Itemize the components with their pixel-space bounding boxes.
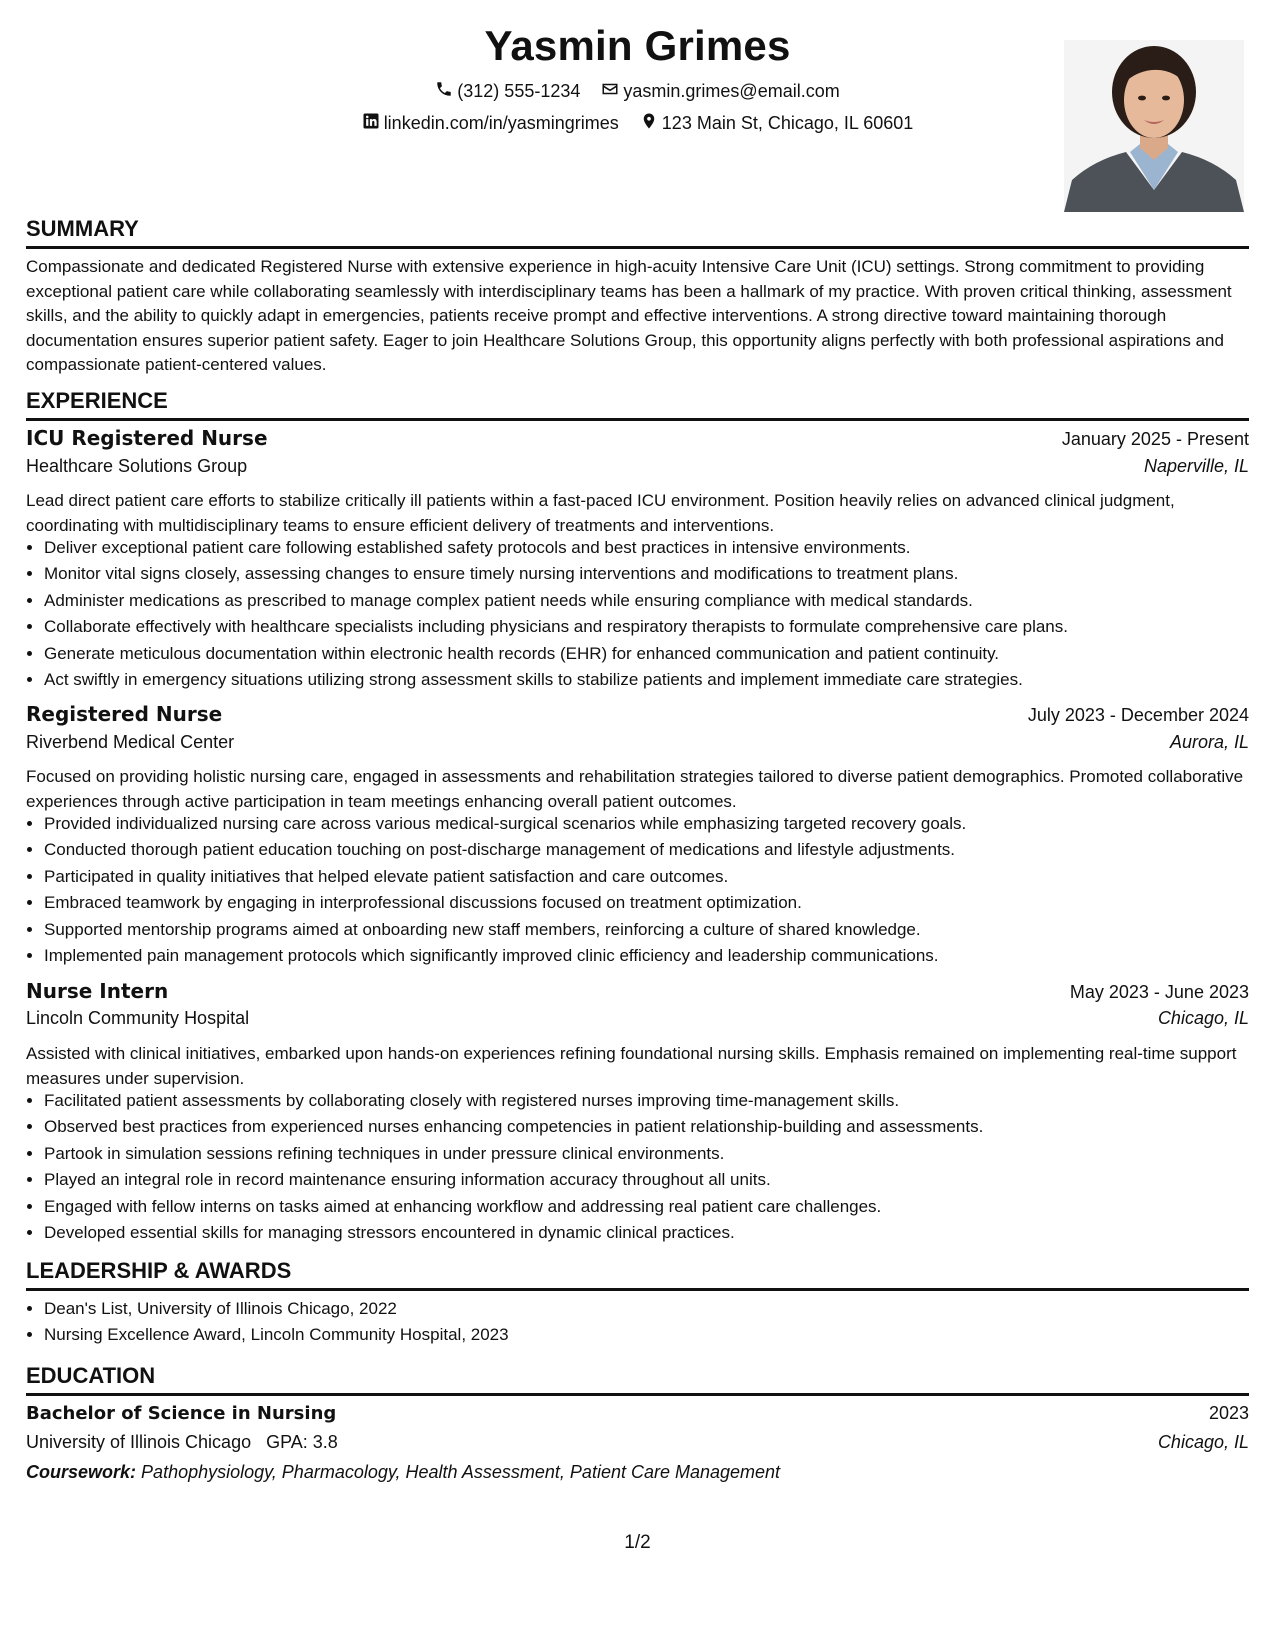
list-item: • Developed essential skills for managing stressors encountered in dynamic clinical practices. <box>44 1220 1267 1246</box>
graduation-year: 2023 <box>1208 1403 1249 1423</box>
school-and-gpa <box>26 1432 338 1453</box>
job-dates: January 2025 - Present <box>1061 429 1249 449</box>
job-location: Naperville, IL <box>1143 456 1249 476</box>
resume-page <box>26 0 1249 1650</box>
list-item: • Conducted thorough patient education touching on post-discharge management of medications and lifestyle adjustments. <box>44 837 1267 863</box>
job-title: Nurse Intern <box>26 979 169 1003</box>
job-location: Aurora, IL <box>1169 732 1249 752</box>
job-title: Registered Nurse <box>26 702 223 726</box>
list-item: • Deliver exceptional patient care following established safety protocols and best practices in intensive environments. <box>44 535 1267 561</box>
list-item: • Engaged with fellow interns on tasks aimed at enhancing workflow and addressing real patient care challenges. <box>44 1194 1267 1220</box>
job-dates: May 2023 - June 2023 <box>1069 982 1249 1002</box>
contact-linkedin[interactable] <box>362 112 619 135</box>
list-item: • Dean's List, University of Illinois Chicago, 2022 <box>44 1296 1267 1322</box>
list-item: • Observed best practices from experienced nurses enhancing competencies in patient relationship-building and assessments. <box>44 1114 1267 1140</box>
summary-text: Compassionate and dedicated Registered Nurse with extensive experience in high-acuity Intensive Care Unit (ICU) settings. Strong commitment to providing exceptional patient care while collaborating seamlessly with interdisciplinary teams has been a hallmark of my practice. With proven critical thinking, assessment skills, and the ability to quickly adapt in emergencies, patients receive prompt and effective interventions. A strong directive toward maintaining thorough documentation ensures superior patient safety. Eager to join Healthcare Solutions Group, this opportunity aligns perfectly with both professional aspirations and compassionate patient-centered values. <box>26 257 1232 374</box>
phone-icon <box>435 80 453 103</box>
coursework <box>26 1462 1249 1483</box>
degree-title: Bachelor of Science in Nursing <box>26 1403 337 1424</box>
job-3-org <box>26 1008 1249 1029</box>
job-1-description: Lead direct patient care efforts to stabilize critically ill patients within a fast-paced ICU environment. Position heavily relies on advanced clinical judgment, coordinating with multidisciplinary teams to ensure efficient delivery of treatments and interventions. <box>26 491 1175 535</box>
candidate-name: Yasmin Grimes <box>484 22 791 69</box>
summary-heading: SUMMARY <box>26 216 1249 249</box>
coursework-label: Coursework: <box>26 1462 137 1482</box>
experience-heading: EXPERIENCE <box>26 388 1249 421</box>
job-2-bullets <box>26 811 1267 969</box>
job-company: Riverbend Medical Center <box>26 732 235 752</box>
job-1-org <box>26 456 1249 477</box>
contact-phone <box>435 80 580 103</box>
address-text: 123 Main St, Chicago, IL 60601 <box>661 113 914 133</box>
list-item: • Monitor vital signs closely, assessing changes to ensure timely nursing interventions and modifications to treatment plans. <box>44 561 1267 587</box>
list-item: • Provided individualized nursing care across various medical-surgical scenarios while emphasizing targeted recovery goals. <box>44 811 1267 837</box>
education-header <box>26 1403 1249 1424</box>
contact-email[interactable] <box>601 80 839 103</box>
list-item: • Partook in simulation sessions refining techniques in under pressure clinical environments. <box>44 1141 1267 1167</box>
list-item: • Supported mentorship programs aimed at onboarding new staff members, reinforcing a culture of shared knowledge. <box>44 917 1267 943</box>
profile-photo <box>1064 40 1244 212</box>
list-item: • Facilitated patient assessments by collaborating closely with registered nurses improving time-management skills. <box>44 1088 1267 1114</box>
linkedin-text: linkedin.com/in/yasmingrimes <box>383 113 619 133</box>
email-text: yasmin.grimes@email.com <box>623 81 840 101</box>
list-item: • Collaborate effectively with healthcare specialists including physicians and respiratory therapists to formulate comprehensive care plans. <box>44 614 1267 640</box>
education-school-row <box>26 1432 1249 1453</box>
list-item: • Embraced teamwork by engaging in interprofessional discussions focused on treatment optimization. <box>44 890 1267 916</box>
phone-text: (312) 555-1234 <box>457 81 581 101</box>
list-item: • Participated in quality initiatives that helped elevate patient satisfaction and care outcomes. <box>44 864 1267 890</box>
job-company: Healthcare Solutions Group <box>26 456 248 476</box>
school-name: University of Illinois Chicago <box>26 1432 252 1452</box>
coursework-list: Pathophysiology, Pharmacology, Health Assessment, Patient Care Management <box>141 1462 781 1482</box>
job-title: ICU Registered Nurse <box>26 426 268 450</box>
education-heading: EDUCATION <box>26 1363 1249 1396</box>
list-item: • Generate meticulous documentation within electronic health records (EHR) for enhanced communication and patient continuity. <box>44 641 1267 667</box>
list-item: • Played an integral role in record maintenance ensuring information accuracy throughout all units. <box>44 1167 1267 1193</box>
list-item: • Act swiftly in emergency situations utilizing strong assessment skills to stabilize patients and implement immediate care strategies. <box>44 667 1267 693</box>
gpa: GPA: 3.8 <box>266 1432 338 1452</box>
list-item: • Implemented pain management protocols which significantly improved clinic efficiency and leadership communications. <box>44 943 1267 969</box>
map-pin-icon <box>640 112 658 135</box>
awards-heading: LEADERSHIP & AWARDS <box>26 1258 1249 1291</box>
job-3-description: Assisted with clinical initiatives, embarked upon hands-on experiences refining foundational nursing skills. Emphasis remained on implementing real-time support measures under supervision. <box>26 1044 1237 1088</box>
job-2-org <box>26 732 1249 753</box>
job-2-header <box>26 702 1249 726</box>
linkedin-icon <box>362 112 380 135</box>
job-3-header <box>26 979 1249 1003</box>
job-dates: July 2023 - December 2024 <box>1027 705 1249 725</box>
job-2-description: Focused on providing holistic nursing care, engaged in assessments and rehabilitation strategies tailored to diverse patient demographics. Promoted collaborative experiences through active participation in team meetings enhancing overall patient outcomes. <box>26 767 1244 811</box>
awards-list <box>26 1296 1267 1349</box>
job-location: Chicago, IL <box>1157 1008 1249 1028</box>
job-1-header <box>26 426 1249 450</box>
resume-header <box>26 0 1249 220</box>
job-company: Lincoln Community Hospital <box>26 1008 250 1028</box>
list-item: • Administer medications as prescribed to manage complex patient needs while ensuring compliance with medical standards. <box>44 588 1267 614</box>
envelope-icon <box>601 80 619 103</box>
list-item: • Nursing Excellence Award, Lincoln Community Hospital, 2023 <box>44 1322 1267 1348</box>
page-number: 1/2 <box>624 1532 651 1553</box>
school-location: Chicago, IL <box>1157 1432 1249 1452</box>
contact-address <box>640 112 914 135</box>
job-3-bullets <box>26 1088 1267 1246</box>
job-1-bullets <box>26 535 1267 693</box>
